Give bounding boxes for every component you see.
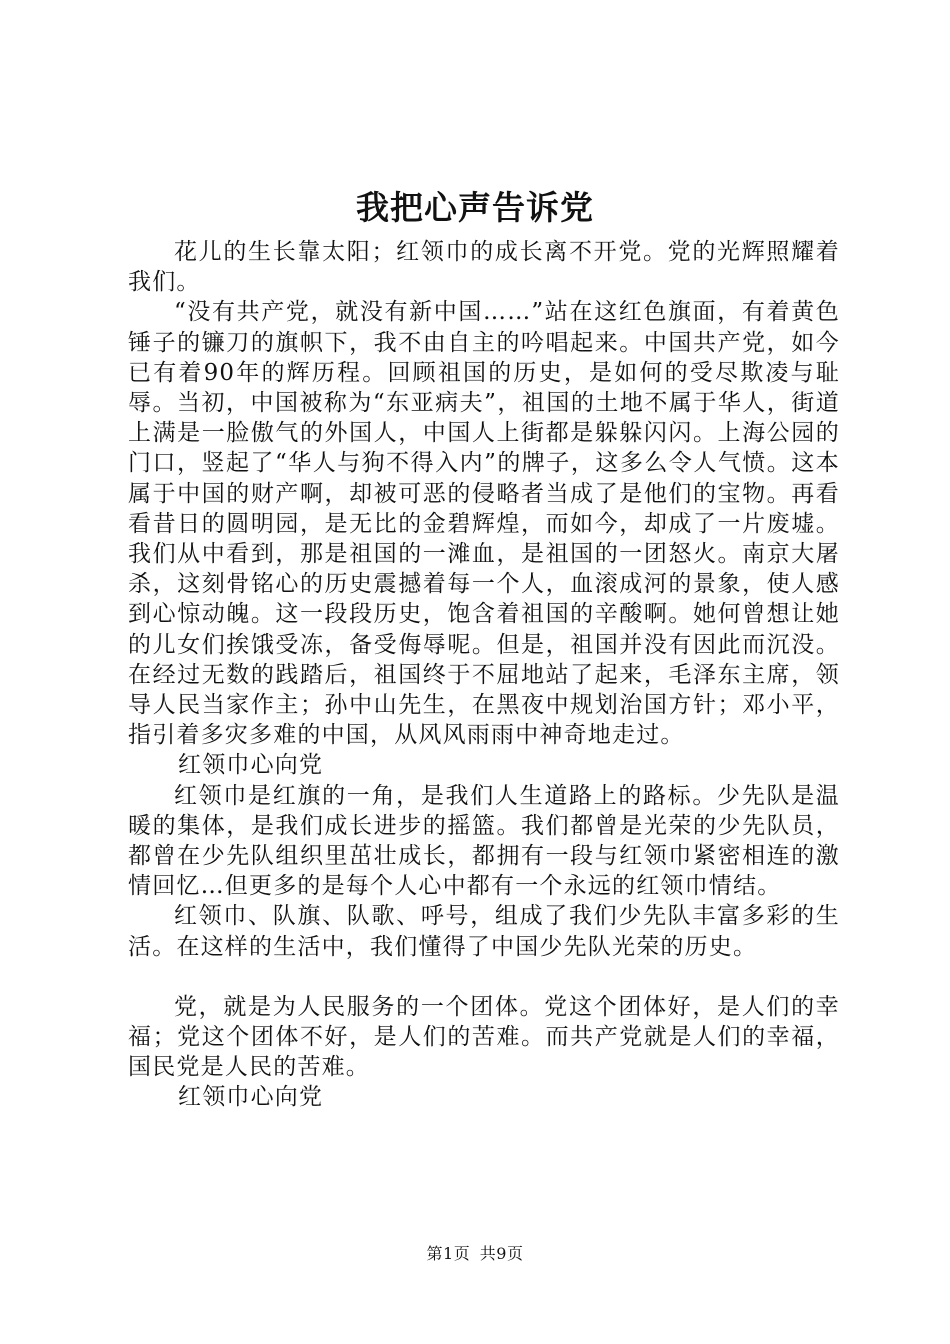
paragraph-spacer — [128, 962, 840, 992]
document-body — [128, 237, 840, 1113]
section-heading: 红领巾心向党 — [178, 752, 324, 779]
page-footer — [0, 1244, 950, 1264]
paragraph-red-scarf: 红领巾是红旗的一角，是我们人生道路上的路标。少先队是温暖的集体，是我们成长进步的摇篮。我们都曾是光荣的少先队员，都曾在少先队组织里茁壮成长，都拥有一段与红领巾紧密相连的激情回忆…但更多的是每个人心中都有一个永远的红领巾情结。 — [128, 782, 840, 900]
document-title: 我把心声告诉党 — [356, 188, 594, 227]
page-number: 第1页 — [426, 1244, 471, 1263]
paragraph-history: “没有共产党，就没有新中国……”站在这红色旗面，有着黄色锤子的镰刀的旗帜下，我不由自主的吟唱起来。中国共产党，如今已有着90年的辉历程。回顾祖国的历史，是如何的受尽欺凌与耻辱。当初，中国被称为“东亚病夫”，祖国的土地不属于华人，街道上满是一脸傲气的外国人，中国人上街都是躲躲闪闪。上海公园的门口，竖起了“华人与狗不得入内”的牌子，这多么令人气愤。这本属于中国的财产啊，却被可恶的侵略者当成了是他们的宝物。再看看昔日的圆明园，是无比的金碧辉煌，而如今，却成了一片废墟。我们从中看到，那是祖国的一滩血，是祖国的一团怒火。南京大屠杀，这刻骨铭心的历史震撼着每一个人，血滚成河的景象，使人感到心惊动魄。这一段段历史，饱含着祖国的辛酸啊。她何曾想让她的儿女们挨饿受冻，备受侮辱呢。但是，祖国并没有因此而沉没。在经过无数的践踏后，祖国终于不屈地站了起来，毛泽东主席，领导人民当家作主；孙中山先生，在黑夜中规划治国方针；邓小平，指引着多灾多难的中国，从风风雨雨中神奇地走过。 — [128, 299, 840, 749]
page-total: 共9页 — [479, 1244, 524, 1263]
paragraph-party: 党，就是为人民服务的一个团体。党这个团体好，是人们的幸福；党这个团体不好，是人们的苦难。而共产党就是人们的幸福，国民党是人民的苦难。 — [128, 993, 840, 1081]
paragraph-intro: 花儿的生长靠太阳；红领巾的成长离不开党。党的光辉照耀着我们。 — [128, 239, 840, 296]
section-heading: 红领巾心向党 — [178, 1084, 324, 1111]
paragraph-pioneers: 红领巾、队旗、队歌、呼号，组成了我们少先队丰富多彩的生活。在这样的生活中，我们懂得了中国少先队光荣的历史。 — [128, 903, 840, 960]
